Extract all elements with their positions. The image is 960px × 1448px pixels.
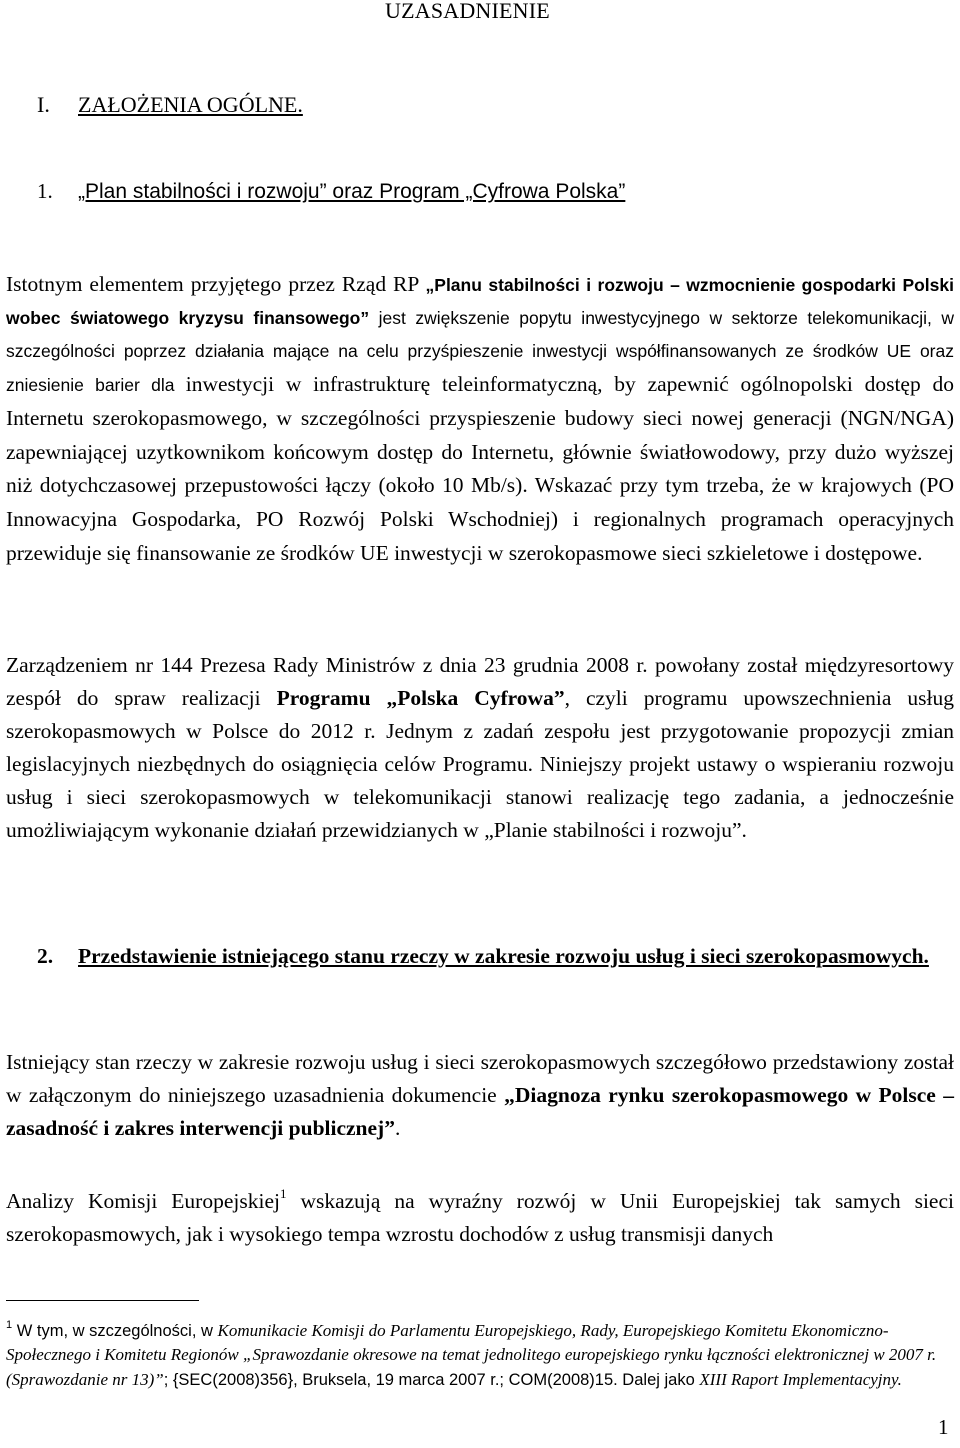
footnote-italic-text: Komunikacie Komisji do Parlamentu Europejskiego, Rady, Europejskiego Komitetu Ekonomiczno-Społecznego i Komitetu Regionów „Sprawozdanie okresowe na temat jednolitego europejskiego rynku łączności elektronicznej w 2007 r. (Sprawozdanie nr 13)”	[6, 1321, 937, 1389]
section-title: ZAŁOŻENIA OGÓLNE.	[78, 92, 303, 117]
paragraph-plan-stabilnosci	[6, 268, 954, 571]
document-title: UZASADNIENIE	[385, 0, 550, 23]
paragraph-bold-text: „Diagnoza rynku szerokopasmowego w Polsce – zasadność i zakres interwencji publicznej”	[6, 1083, 954, 1140]
subsection-number: 1.	[37, 179, 53, 203]
paragraph-zarzadzenie	[6, 649, 954, 847]
footnote-reference: 1	[279, 1186, 287, 1201]
subsection-number: 2.	[37, 944, 54, 968]
paragraph-text: .	[394, 1116, 401, 1140]
footnote-italic-text: XIII Raport Implementacyjny.	[699, 1369, 902, 1389]
paragraph-bold-text: „Planu stabilności i rozwoju – wzmocnienie gospodarki Polski wobec światowego kryzysu finansowego”	[6, 275, 954, 328]
paragraph-text: Analizy Komisji Europejskiej	[6, 1189, 280, 1213]
paragraph-bold-text: Programu „Polska Cyfrowa”	[276, 686, 565, 710]
footnote-text: W tym, w szczególności, w	[12, 1322, 218, 1340]
footnote-divider	[6, 1300, 199, 1301]
paragraph-text: Zarządzeniem nr 144 Prezesa Rady Ministrów z dnia 23 grudnia 2008 r. powołany został międzyresortowy zespół do spraw realizacji	[6, 653, 954, 710]
section-heading	[37, 92, 303, 118]
footnote-text: ; {SEC(2008)356}, Bruksela, 19 marca 2007 r.; COM(2008)15. Dalej jako	[163, 1370, 700, 1389]
paragraph-text: inwestycji w infrastrukturę teleinformatyczną, by zapewnić ogólnopolski dostęp do Internetu szerokopasmowego, w szczególności przyspieszenie budowy sieci nowej generacji (NGN/NGA) zapewniającej uzytkownikom końcowym dostęp do Internetu, głównie światłowodowy, przy dużo wyższej niż dotychczasowej przepustowości łączy (około 10 Mb/s). Wskazać przy tym trzeba, że w krajowych (PO Innowacyjna Gospodarka, PO Rozwój Polski Wschodniej) i regionalnych programach operacyjnych przewiduje się finansowanie ze środków UE inwestycji w szerokopasmowe sieci szkieletowe i dostępowe.	[6, 371, 954, 566]
paragraph-text: , czyli programu upowszechnienia usług szerokopasmowych w Polsce do 2012 r. Jednym z zadań zespołu jest przygotowanie propozycji zmian legislacyjnych niezbędnych do osiągnięcia celów Programu. Niniejszy projekt ustawy o wspieraniu rozwoju usług i sieci szerokopasmowych w telekomunikacji stanowi realizację tego zadania, a jednocześnie umożliwiającym wykonanie działań przewidzianych w „Planie stabilności i rozwoju”.	[6, 686, 955, 842]
paragraph-text: jest zwiększenie popytu inwestycyjnego w sektorze telekomunikacji, w szczególności poprzez działania mające na celu przyśpieszenie inwestycji współfinansowanych ze środków UE oraz zniesienie barier dla	[6, 307, 954, 395]
subsection-heading-1	[37, 179, 625, 204]
paragraph-text: Istotnym elementem przyjętego przez Rząd RP	[6, 272, 426, 296]
subsection-heading-2	[37, 940, 955, 972]
section-number: I.	[37, 92, 50, 117]
paragraph-text: wskazują na wyraźny rozwój w Unii Europejskiej tak samych sieci szerokopasmowych, jak i wysokiego tempa wzrostu dochodów z usług transmisji danych	[6, 1189, 954, 1246]
paragraph-stan-rzeczy	[6, 1046, 954, 1145]
subsection-title: Przedstawienie istniejącego stanu rzeczy w zakresie rozwoju usług i sieci szerokopasmowych.	[78, 944, 929, 968]
page-number: 1	[938, 1415, 949, 1439]
paragraph-analizy	[6, 1185, 954, 1251]
paragraph-text: Istniejący stan rzeczy w zakresie rozwoju usług i sieci szerokopasmowych szczegółowo przedstawiony został w załączonym do niniejszego uzasadnienia dokumencie	[6, 1050, 954, 1107]
subsection-title: „Plan stabilności i rozwoju” oraz Program „Cyfrowa Polska”	[78, 180, 626, 203]
footnote-number: 1	[6, 1319, 13, 1331]
footnote	[6, 1319, 954, 1392]
